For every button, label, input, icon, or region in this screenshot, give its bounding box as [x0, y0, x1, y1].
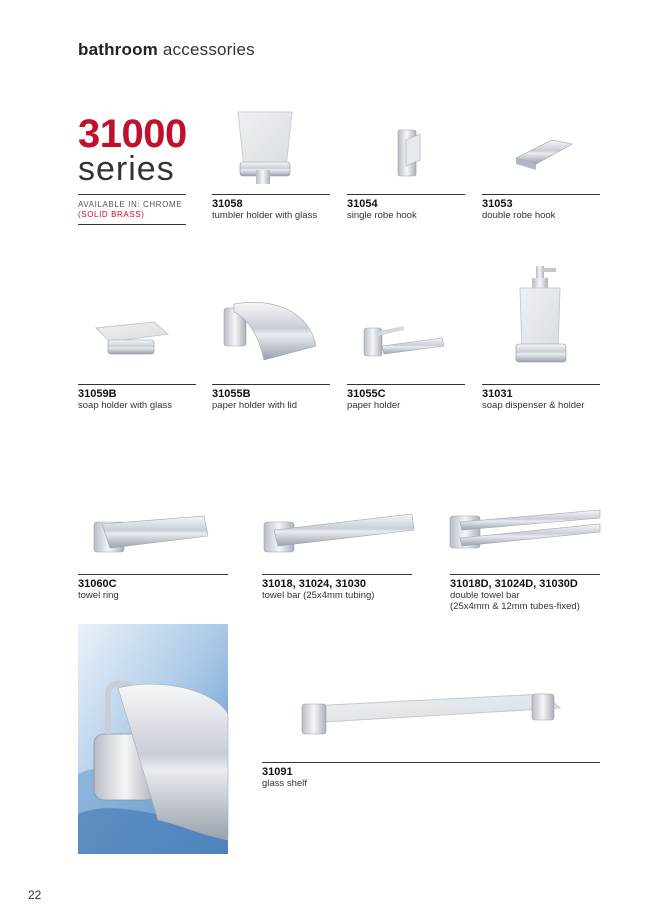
towel-ring-image — [92, 512, 212, 556]
product-caption — [212, 384, 330, 411]
product-caption — [482, 194, 600, 221]
product-code: 31091 — [262, 766, 293, 778]
series-number: 31000 — [78, 112, 187, 156]
product-code: 31060C — [78, 578, 117, 590]
page-number: 22 — [28, 888, 42, 902]
single-robe-hook-image — [392, 126, 432, 186]
product-desc: double robe hook — [482, 210, 556, 221]
product-desc: soap holder with glass — [78, 400, 172, 411]
paper-holder-lid-image — [220, 298, 320, 364]
product-desc: glass shelf — [262, 778, 307, 789]
double-robe-hook-image — [512, 136, 582, 176]
double-towel-bar-image — [448, 508, 602, 554]
towel-bar-image — [262, 512, 416, 556]
product-desc-extra: (25x4mm & 12mm tubes-fixed) — [450, 601, 580, 612]
product-desc: double towel bar — [450, 590, 520, 601]
header-bold: bathroom — [78, 40, 158, 59]
availability-box — [78, 194, 186, 225]
product-code: 31059B — [78, 388, 117, 400]
product-caption — [212, 194, 330, 221]
product-caption — [78, 574, 228, 601]
product-code: 31058 — [212, 198, 243, 210]
product-code: 31055B — [212, 388, 251, 400]
product-caption — [450, 574, 600, 612]
product-caption — [78, 384, 196, 411]
product-code: 31018D, 31024D, 31030D — [450, 578, 578, 590]
product-desc: towel ring — [78, 590, 119, 601]
tumbler-holder-image — [230, 110, 310, 190]
soap-dispenser-image — [512, 262, 572, 368]
product-caption — [262, 762, 600, 789]
availability-finish: AVAILABLE IN: CHROME — [78, 200, 183, 209]
product-desc: single robe hook — [347, 210, 417, 221]
product-code: 31031 — [482, 388, 513, 400]
glass-shelf-image — [300, 688, 562, 740]
availability-material: (SOLID BRASS) — [78, 210, 145, 219]
product-caption — [347, 384, 465, 411]
lifestyle-photo — [78, 624, 228, 854]
product-desc: paper holder with lid — [212, 400, 298, 411]
product-code: 31055C — [347, 388, 386, 400]
product-code: 31054 — [347, 198, 378, 210]
product-desc: towel bar (25x4mm tubing) — [262, 590, 375, 601]
product-caption — [262, 574, 412, 601]
header-light: accessories — [157, 40, 255, 59]
product-desc: soap dispenser & holder — [482, 400, 585, 411]
page-header — [78, 40, 255, 60]
availability-rule — [78, 224, 186, 225]
soap-holder-image — [92, 318, 172, 368]
product-desc: paper holder — [347, 400, 401, 411]
series-word: series — [78, 150, 175, 188]
product-desc: tumbler holder with glass — [212, 210, 318, 221]
product-code: 31018, 31024, 31030 — [262, 578, 366, 590]
paper-holder-image — [360, 322, 450, 362]
product-caption — [482, 384, 600, 411]
product-code: 31053 — [482, 198, 513, 210]
product-caption — [347, 194, 465, 221]
